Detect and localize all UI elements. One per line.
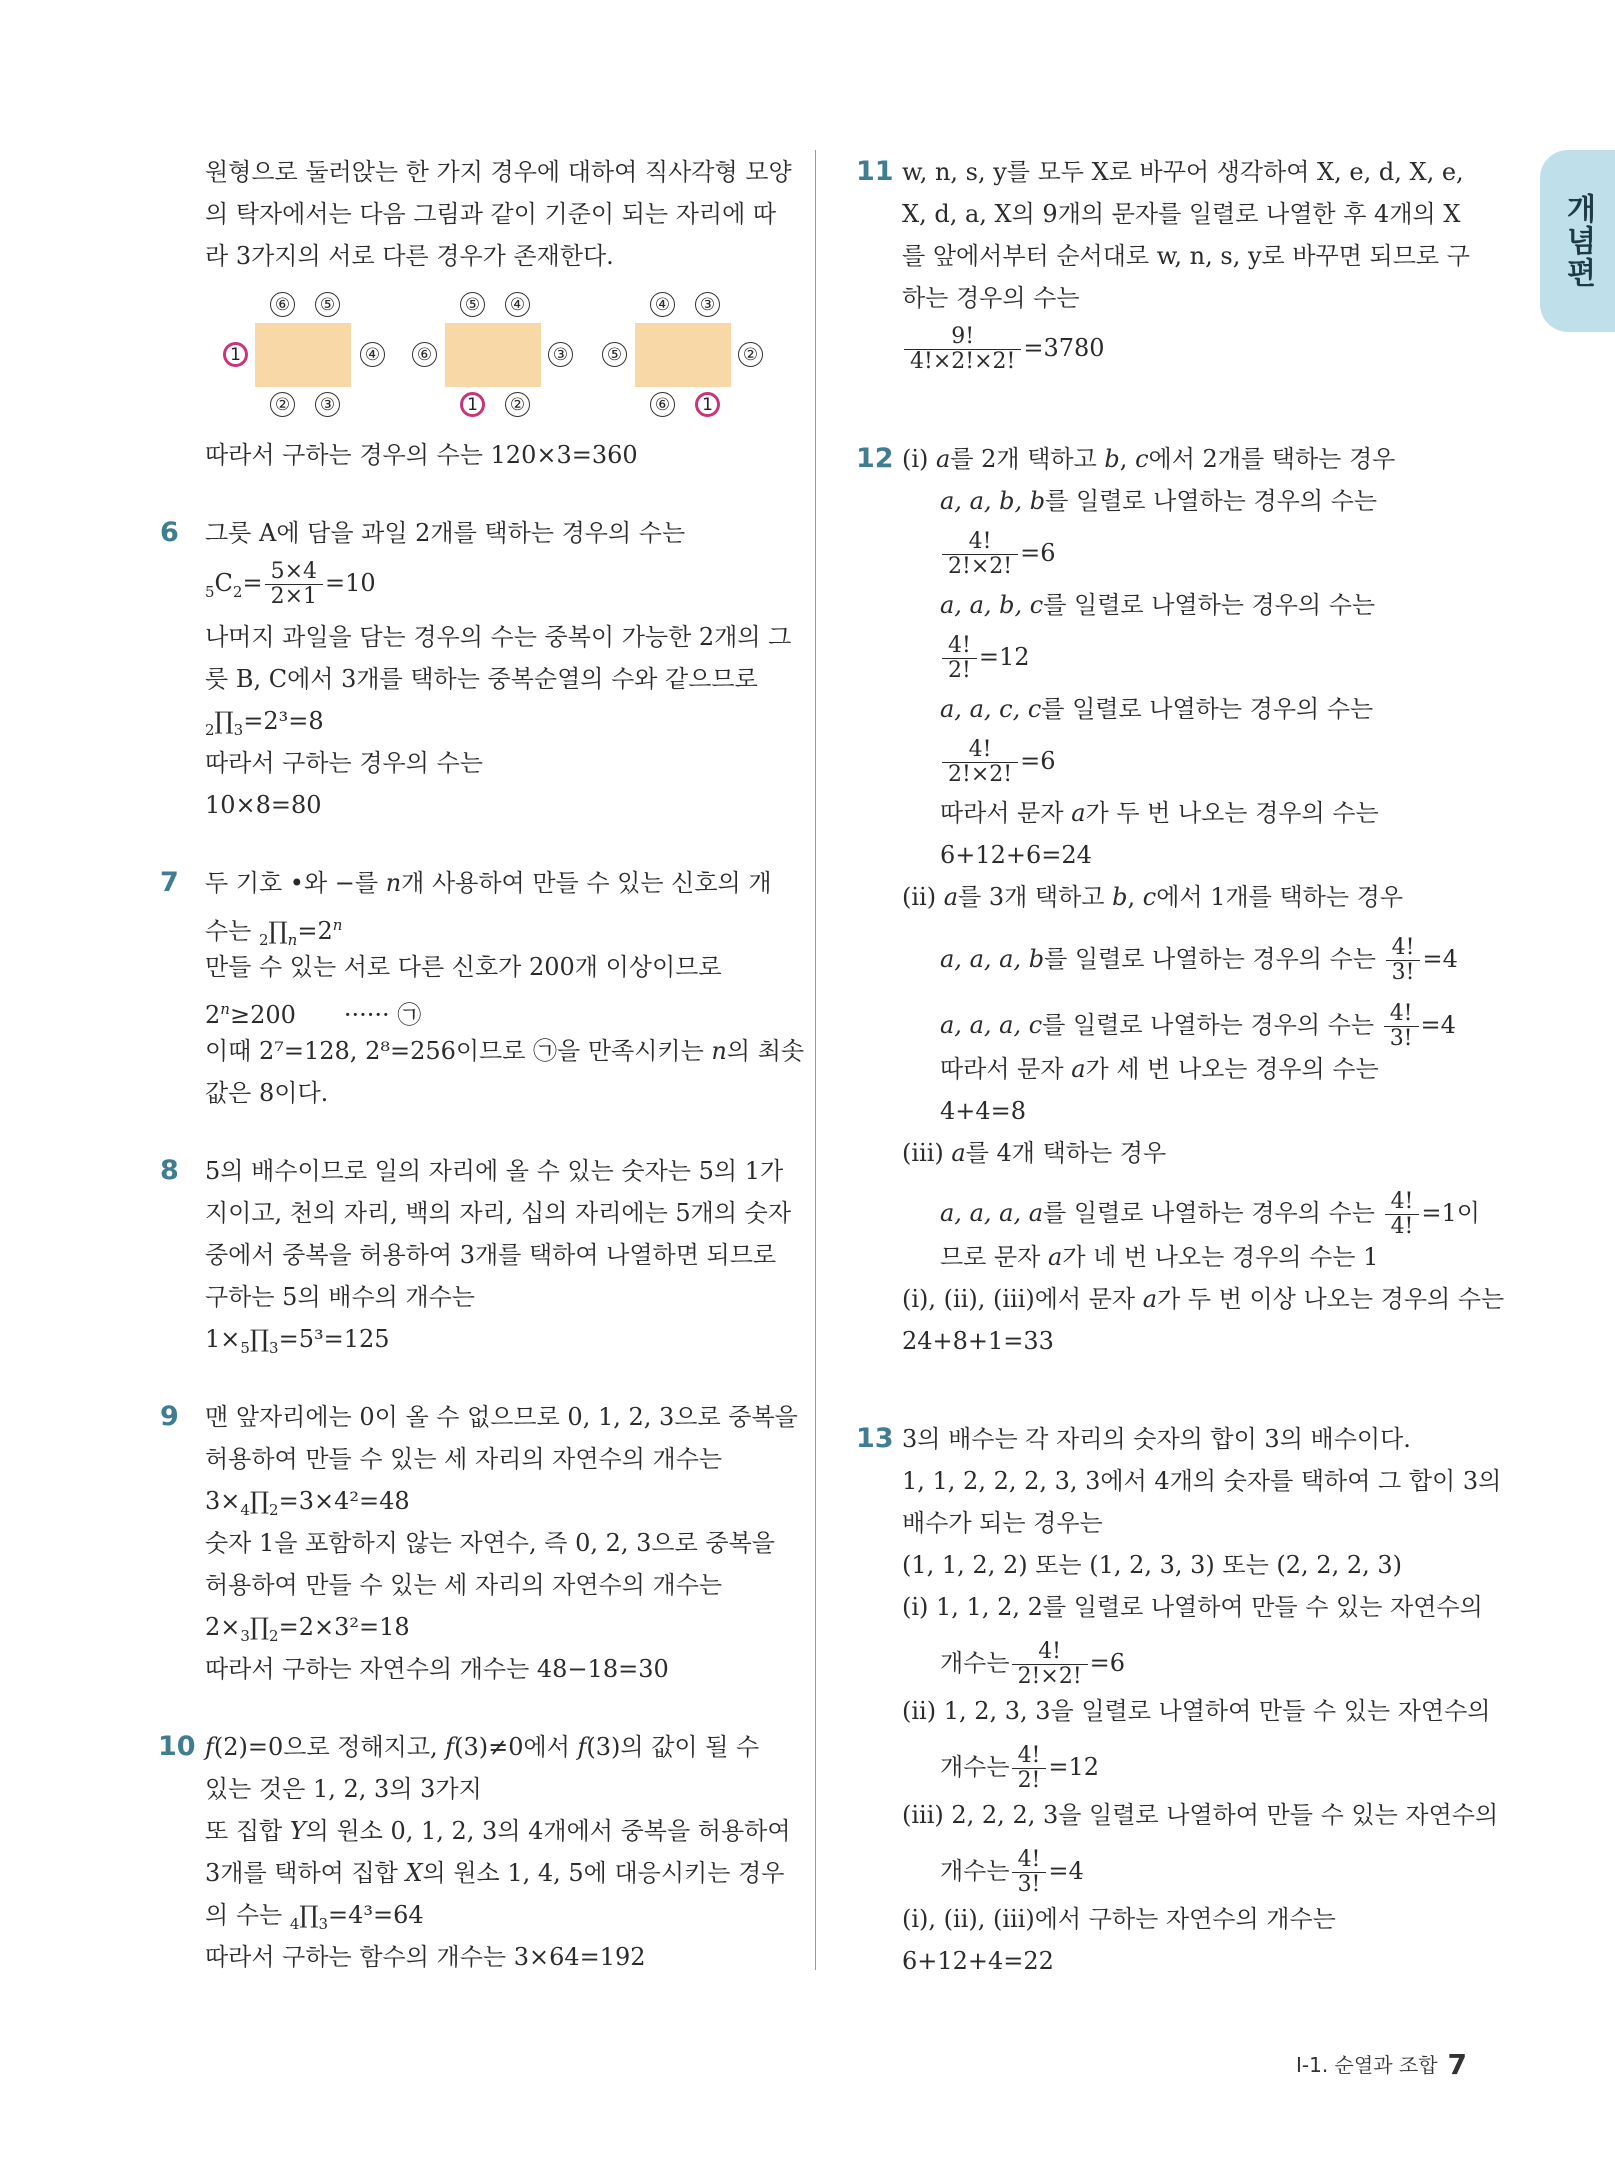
formula-text: =4	[1048, 1857, 1084, 1885]
fraction-numerator: 4!	[968, 737, 992, 762]
text-span: =2	[297, 917, 333, 945]
fraction-numerator: 4!	[1017, 1743, 1041, 1768]
solution-line: 값은 8이다.	[205, 1079, 329, 1107]
fraction-denominator: 3!	[1384, 1026, 1419, 1051]
page-footer	[1296, 2048, 1467, 2081]
fraction-numerator: 4!	[968, 529, 992, 554]
solution-line: 지이고, 천의 자리, 백의 자리, 십의 자리에는 5개의 숫자	[205, 1199, 792, 1227]
fraction-numerator: 5×4	[270, 559, 318, 584]
solution-line: 3개를 택하여 집합 X의 원소 1, 4, 5에 대응시키는 경우	[205, 1859, 785, 1887]
fraction-numerator: 4!	[1389, 1001, 1413, 1026]
formula-text: =2³=8	[243, 707, 324, 735]
fraction-numerator: 4!	[1038, 1639, 1062, 1664]
formula-line	[940, 1848, 1084, 1897]
intro-result: 따라서 구하는 경우의 수는 120×3=360	[205, 441, 638, 469]
text-span: 를 일렬로 나열하는 경우의 수는	[1042, 1011, 1382, 1039]
reference-seat-label: 1	[460, 392, 485, 417]
solution-line: 6+12+4=22	[902, 1947, 1054, 1975]
solution-line: X, d, a, X의 9개의 문자를 일렬로 나열한 후 4개의 X	[902, 200, 1461, 228]
text-span: 를 일렬로 나열하는 경우의 수는	[1043, 1199, 1383, 1227]
intro-line: 라 3가지의 서로 다른 경우가 존재한다.	[205, 242, 614, 270]
case-heading: (ⅲ) 2, 2, 2, 3을 일렬로 나열하여 만들 수 있는 자연수의	[902, 1801, 1499, 1829]
reference-seat-label: 1	[695, 392, 720, 417]
text-span: 수는	[205, 917, 259, 945]
seat-label: ③	[315, 392, 340, 417]
intro-line: 원형으로 둘러앉는 한 가지 경우에 대하여 직사각형 모양	[205, 158, 792, 186]
column-divider	[815, 150, 816, 1970]
rectangular-table	[635, 323, 731, 387]
seat-label: ②	[505, 392, 530, 417]
fraction-numerator: 4!	[1017, 1847, 1041, 1872]
fraction-denominator: 3!	[1386, 960, 1421, 985]
case-heading: (ⅰ) a를 2개 택하고 b, c에서 2개를 택하는 경우	[902, 445, 1396, 473]
seat-label: ⑥	[650, 392, 675, 417]
text-span: a, a, c, c	[940, 695, 1042, 723]
solution-line: 따라서 구하는 함수의 개수는 3×64=192	[205, 1943, 646, 1971]
solution-line	[940, 590, 1375, 620]
solution-line: 있는 것은 1, 2, 3의 3가지	[205, 1775, 482, 1803]
fraction-numerator: 4!	[948, 633, 971, 658]
solution-line: (1, 1, 2, 2) 또는 (1, 2, 3, 3) 또는 (2, 2, 2, 3)	[902, 1551, 1402, 1579]
solution-line: 배수가 되는 경우는	[902, 1509, 1103, 1537]
text-span: (ⅱ)	[902, 883, 944, 911]
text-span: 따라서 문자	[940, 799, 1072, 827]
text-span: 개 사용하여 만들 수 있는 신호의 개	[401, 869, 772, 897]
text-span: 를 일렬로 나열하는 경우의 수는	[1041, 695, 1374, 723]
fraction-denominator: 3!	[1012, 1872, 1047, 1897]
text-span: 가 두 번 이상 나오는 경우의 수는	[1157, 1285, 1505, 1313]
solution-line: 5의 배수이므로 일의 자리에 올 수 있는 숫자는 5의 1가	[205, 1157, 784, 1185]
problem-number: 6	[160, 517, 179, 548]
seat-label: ⑤	[602, 342, 627, 367]
text-span: 를 일렬로 나열하는 경우의 수는	[1043, 591, 1376, 619]
formula-text: =4	[1420, 1011, 1456, 1039]
chapter-title: Ⅰ-1. 순열과 조합	[1296, 2053, 1438, 2077]
solution-line: 이때 2⁷=128, 2⁸=256이므로 ㉠을 만족시키는 n의 최솟	[205, 1037, 805, 1065]
text-span: a, a, a, c	[940, 1011, 1043, 1039]
formula-line	[940, 634, 1030, 683]
text-span: 를 일렬로 나열하는 경우의 수는	[1044, 945, 1384, 973]
seat-label: ③	[548, 342, 573, 367]
solution-line: (ⅰ), (ⅱ), (ⅲ)에서 구하는 자연수의 개수는	[902, 1905, 1336, 1933]
text-span: 개수는	[940, 1649, 1010, 1677]
solution-line: 나머지 과일을 담는 경우의 수는 중복이 가능한 2개의 그	[205, 623, 792, 651]
formula-line: $_5C_2=$ $\frac{5\times 4}{2\times 1}$ =10	[205, 559, 376, 609]
case-heading: (ⅰ) 1, 1, 2, 2를 일렬로 나열하여 만들 수 있는 자연수의	[902, 1593, 1483, 1621]
solution-line: 구하는 5의 배수의 개수는	[205, 1283, 475, 1311]
fraction-denominator: 2!	[942, 658, 977, 683]
solution-line: 를 앞에서부터 순서대로 w, n, s, y로 바꾸면 되므로 구	[902, 242, 1470, 270]
text-span: 3개를 택하여 집합	[205, 1859, 406, 1887]
formula-text: =1이	[1421, 1199, 1480, 1227]
rectangular-table	[445, 323, 541, 387]
text-span: =4³=64	[328, 1901, 424, 1929]
formula-text: =12	[978, 643, 1030, 671]
text-span: =2×3²=18	[278, 1613, 410, 1641]
solution-line: 6+12+6=24	[940, 841, 1092, 869]
text-span: ≥200 ······ ㉠	[229, 1001, 422, 1029]
case-heading: (ⅲ) a를 4개 택하는 경우	[902, 1139, 1167, 1167]
text-span: 의 원소 1, 4, 5에 대응시키는 경우	[422, 1859, 785, 1887]
text-span: 의 원소 0, 1, 2, 3의 4개에서 중복을 허용하여	[305, 1817, 791, 1845]
text-span: 의 수는	[205, 1901, 290, 1929]
formula-text: =3780	[1023, 334, 1105, 362]
text-span: a, a, b, b	[940, 487, 1046, 515]
text-span: 를 일렬로 나열하는 경우의 수는	[1045, 487, 1378, 515]
seat-label: ⑥	[412, 342, 437, 367]
fraction-denominator: 4!	[1385, 1214, 1420, 1239]
fraction-numerator: 9!	[951, 324, 975, 349]
text-span: a, a, b, c	[940, 591, 1044, 619]
text-span: 가 세 번 나오는 경우의 수는	[1085, 1055, 1379, 1083]
solution-line: 하는 경우의 수는	[902, 284, 1080, 312]
seat-label: ⑥	[270, 292, 295, 317]
text-span: (ⅰ), (ⅱ), (ⅲ)에서 문자	[902, 1285, 1143, 1313]
text-span: 또 집합	[205, 1817, 290, 1845]
solution-line: 릇 B, C에서 3개를 택하는 중복순열의 수와 같으므로	[205, 665, 758, 693]
seat-label: ②	[270, 392, 295, 417]
text-span: 에서 2개를 택하는 경우	[1148, 445, 1396, 473]
fraction-denominator: 2!×2!	[942, 762, 1018, 787]
fraction-denominator: 2×1	[265, 584, 323, 609]
formula-line: $_2\prod_3=2^3=8$	[205, 707, 324, 739]
solution-line: 따라서 문자 a가 두 번 나오는 경우의 수는	[940, 799, 1379, 827]
text-span: 에서 1개를 택하는 경우	[1156, 883, 1404, 911]
formula-text: =4	[1422, 945, 1458, 973]
seat-label: ⑤	[315, 292, 340, 317]
text-span: (2)=0으로 정해지고,	[213, 1733, 446, 1761]
solution-line: 수는 $_2\prod_n=2^n$	[205, 916, 343, 949]
problem-number: 12	[856, 443, 894, 474]
solution-line: 만들 수 있는 서로 다른 신호가 200개 이상이므로	[205, 953, 722, 981]
text-span: (ⅲ)	[902, 1139, 952, 1167]
solution-line	[940, 486, 1377, 516]
text-span: 를 3개 택하고	[958, 883, 1113, 911]
fraction-denominator: 2!×2!	[942, 554, 1018, 579]
solution-line: 맨 앞자리에는 0이 올 수 없으므로 0, 1, 2, 3으로 중복을	[205, 1403, 798, 1431]
text-span: (3)의 값이 될 수	[586, 1733, 760, 1761]
solution-line: 중에서 중복을 허용하여 3개를 택하여 나열하면 되므로	[205, 1241, 777, 1269]
formula-text: C	[214, 569, 233, 597]
solution-line: 므로 문자 a가 네 번 나오는 경우의 수는 1	[940, 1243, 1379, 1271]
case-heading: (ⅱ) 1, 2, 3, 3을 일렬로 나열하여 만들 수 있는 자연수의	[902, 1697, 1491, 1725]
section-tab	[1540, 150, 1615, 332]
solution-line: 따라서 구하는 자연수의 개수는 48−18=30	[205, 1655, 669, 1683]
intro-line: 의 탁자에서는 다음 그림과 같이 기준이 되는 자리에 따	[205, 200, 777, 228]
solution-line: 10×8=80	[205, 791, 322, 819]
solution-line: 허용하여 만들 수 있는 세 자리의 자연수의 개수는	[205, 1571, 723, 1599]
fraction-numerator: 4!	[1391, 935, 1415, 960]
seat-label: ③	[695, 292, 720, 317]
text-span: 므로 문자	[940, 1243, 1048, 1271]
section-tab-label: 개념편	[1560, 193, 1596, 289]
text-span: 의 최솟	[726, 1037, 805, 1065]
formula-line	[940, 530, 1056, 579]
formula-text: =6	[1020, 747, 1056, 775]
text-span: 가 두 번 나오는 경우의 수는	[1085, 799, 1379, 827]
formula-line	[940, 738, 1056, 787]
fraction-denominator: 2!×2!	[1012, 1664, 1088, 1689]
formula-line: $2\times_3\prod_2=2\times 3^2=18$	[205, 1613, 410, 1645]
formula-line: $1\times_5\prod_3=5^3=125$	[205, 1325, 390, 1357]
seat-label: ④	[650, 292, 675, 317]
seat-label: ②	[738, 342, 763, 367]
text-span: =5³=125	[278, 1325, 390, 1353]
fraction-denominator: 2!	[1012, 1768, 1047, 1793]
page-number: 7	[1447, 2048, 1467, 2081]
solution-line: 숫자 1을 포함하지 않는 자연수, 즉 0, 2, 3으로 중복을	[205, 1529, 775, 1557]
formula-line	[940, 1002, 1456, 1051]
text-span: 가 네 번 나오는 경우의 수는 1	[1062, 1243, 1379, 1271]
solution-line: (ⅰ), (ⅱ), (ⅲ)에서 문자 a가 두 번 이상 나오는 경우의 수는	[902, 1285, 1505, 1313]
problem-number: 7	[160, 867, 179, 898]
formula-line: $3\times_4\prod_2=3\times 4^2=48$	[205, 1487, 410, 1519]
solution-line	[940, 694, 1373, 724]
formula-line	[902, 325, 1105, 374]
solution-line: 두 기호 •와 −를 n개 사용하여 만들 수 있는 신호의 개	[205, 869, 772, 897]
text-span: a, a, a, a	[940, 1199, 1044, 1227]
formula-text: =10	[325, 569, 376, 597]
text-span: (3)≠0에서	[454, 1733, 578, 1761]
formula-line	[940, 936, 1458, 985]
solution-line: 또 집합 Y의 원소 0, 1, 2, 3의 4개에서 중복을 허용하여	[205, 1817, 791, 1845]
text-span: (ⅰ)	[902, 445, 937, 473]
problem-number: 10	[158, 1731, 196, 1762]
text-span: 개수는	[940, 1857, 1010, 1885]
solution-line: f(2)=0으로 정해지고, f(3)≠0에서 f(3)의 값이 될 수	[205, 1733, 760, 1761]
text-span: 두 기호 •와 −를	[205, 869, 386, 897]
formula-line: $2^n\ge 200$ ······ ㉠	[205, 1000, 422, 1029]
solution-line: 그릇 A에 담을 과일 2개를 택하는 경우의 수는	[205, 519, 686, 547]
fraction-denominator: 4!×2!×2!	[904, 349, 1021, 374]
seat-label: ④	[505, 292, 530, 317]
text-span: 따라서 문자	[940, 1055, 1072, 1083]
solution-line: 24+8+1=33	[902, 1327, 1054, 1355]
formula-text: =12	[1048, 1753, 1100, 1781]
fraction-numerator: 4!	[1390, 1189, 1414, 1214]
solution-line: 의 수는 $_4\prod_3=4^3=64$	[205, 1901, 424, 1933]
reference-seat-label: 1	[223, 342, 248, 367]
text-span: =3×4²=48	[278, 1487, 410, 1515]
seat-label: ⑤	[460, 292, 485, 317]
text-span: 이때 2⁷=128, 2⁸=256이므로 ㉠을 만족시키는	[205, 1037, 712, 1065]
formula-line	[940, 1744, 1099, 1793]
solution-line: 따라서 구하는 경우의 수는	[205, 749, 483, 777]
text-span: 를 2개 택하고	[950, 445, 1105, 473]
rectangular-table	[255, 323, 351, 387]
solution-line: w, n, s, y를 모두 X로 바꾸어 생각하여 X, e, d, X, e,	[902, 158, 1464, 186]
text-span: 를 4개 택하는 경우	[965, 1139, 1167, 1167]
formula-text: =6	[1020, 539, 1056, 567]
problem-number: 9	[160, 1401, 179, 1432]
formula-line	[940, 1190, 1480, 1239]
problem-number: 8	[160, 1155, 179, 1186]
seat-label: ④	[360, 342, 385, 367]
solution-line: 1, 1, 2, 2, 2, 3, 3에서 4개의 숫자를 택하여 그 합이 3의	[902, 1467, 1502, 1495]
solution-line: 3의 배수는 각 자리의 숫자의 합이 3의 배수이다.	[902, 1425, 1411, 1453]
case-heading: (ⅱ) a를 3개 택하고 b, c에서 1개를 택하는 경우	[902, 883, 1404, 911]
solution-line: 4+4=8	[940, 1097, 1027, 1125]
formula-text: =6	[1089, 1649, 1126, 1677]
text-span: 개수는	[940, 1753, 1010, 1781]
solution-line: 허용하여 만들 수 있는 세 자리의 자연수의 개수는	[205, 1445, 723, 1473]
solution-line: 따라서 문자 a가 세 번 나오는 경우의 수는	[940, 1055, 1379, 1083]
problem-number: 13	[856, 1423, 894, 1454]
problem-number: 11	[856, 156, 894, 187]
formula-line	[940, 1640, 1125, 1689]
text-span: a, a, a, b	[940, 945, 1045, 973]
